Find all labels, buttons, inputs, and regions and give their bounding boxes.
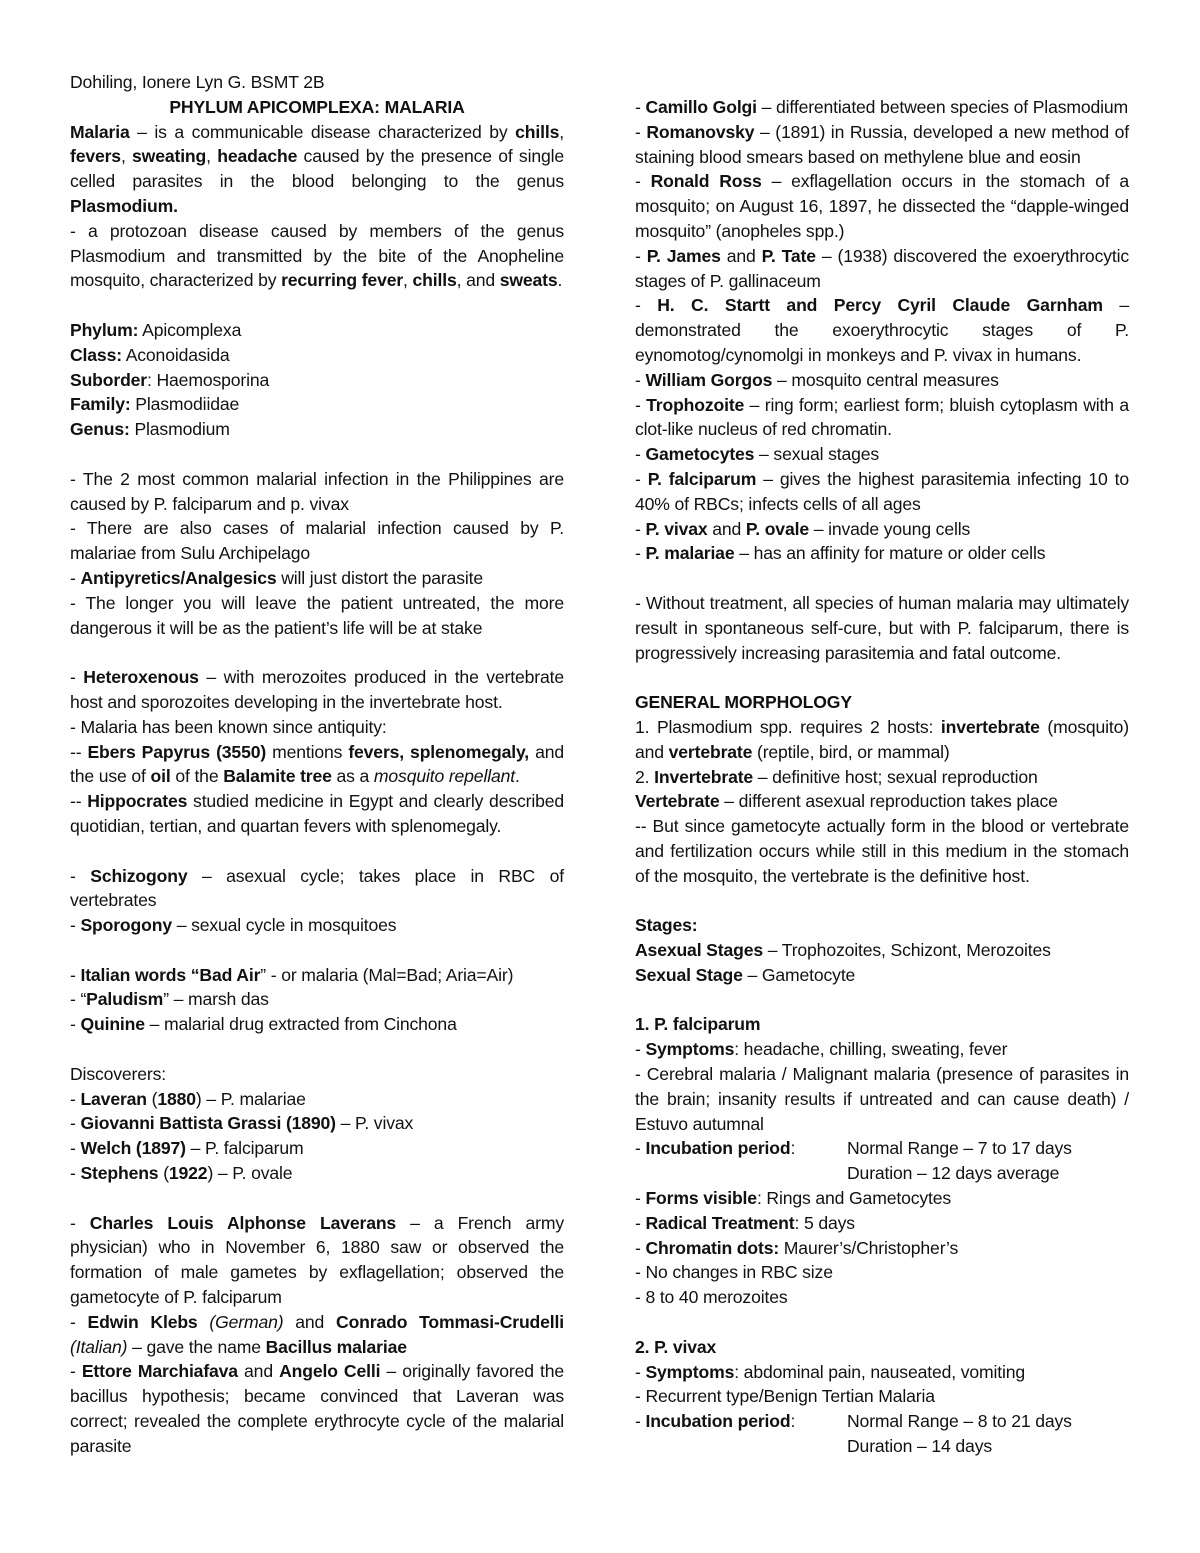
taxonomy-row: Phylum: Apicomplexa	[70, 319, 242, 340]
without-treatment-note: - Without treatment, all species of human malaria may ultimately result in spontaneous self-cure, but with P. falciparum, there is progressively increasing parasitemia and fatal outcome.	[635, 592, 1129, 663]
taxonomy-row: Class: Aconoidasida	[70, 344, 230, 365]
falciparum-heading: 1. P. falciparum	[635, 1014, 761, 1035]
morphology-definitive-host: -- But since gametocyte actually form in the blood or vertebrate and fertilization occurs while still in this medium in the stomach of the mosquito, the vertebrate is the definitive host.	[635, 816, 1129, 886]
taxonomy-list	[70, 318, 564, 442]
klebs-note: - Edwin Klebs (German) and Conrado Tommasi-Crudelli (Italian) – gave the name Bacillus malariae	[70, 1311, 564, 1357]
falciparum-chromatin: - Chromatin dots: Maurer’s/Christopher’s	[635, 1237, 959, 1258]
discoverer-item: - Welch (1897) – P. falciparum	[70, 1138, 304, 1159]
stages-heading: Stages:	[635, 915, 698, 936]
schizogony-note: - Schizogony – asexual cycle; takes place in RBC of vertebrates	[70, 865, 564, 911]
discoverer-item: - Giovanni Battista Grassi (1890) – P. vivax	[70, 1113, 414, 1134]
left-column	[70, 70, 564, 1459]
morphology-heading: GENERAL MORPHOLOGY	[635, 692, 852, 713]
ettore-note: - Ettore Marchiafava and Angelo Celli – originally favored the bacillus hypothesis; became convinced that Laveran was correct; revealed the complete erythrocyte cycle of the malarial parasite	[70, 1361, 564, 1456]
falciparum-rbc-size: - No changes in RBC size	[635, 1262, 833, 1283]
italian-words-note: - Italian words “Bad Air” - or malaria (Mal=Bad; Aria=Air)	[70, 964, 514, 985]
morphology-vertebrate: Vertebrate – different asexual reproduction takes place	[635, 791, 1058, 812]
quinine-note: - Quinine – malarial drug extracted from Cinchona	[70, 1014, 457, 1035]
heteroxenous-note: - Heteroxenous – with merozoites produced in the vertebrate host and sporozoites developing in the invertebrate host.	[70, 667, 564, 712]
author-line: Dohiling, Ionere Lyn G. BSMT 2B	[70, 72, 325, 92]
pvivax-ovale-note: - P. vivax and P. ovale – invade young cells	[635, 518, 971, 539]
falciparum-symptoms: - Symptoms: headache, chilling, sweating, fever	[635, 1039, 1008, 1060]
discoverer-item: - Stephens (1922) – P. ovale	[70, 1163, 293, 1184]
vivax-recurrent: - Recurrent type/Benign Tertian Malaria	[635, 1386, 935, 1407]
antiquity-note: - Malaria has been known since antiquity:	[70, 716, 387, 737]
falciparum-radical: - Radical Treatment: 5 days	[635, 1212, 855, 1233]
gametocytes-note: - Gametocytes – sexual stages	[635, 444, 880, 465]
gorgos-note: - William Gorgos – mosquito central measures	[635, 369, 999, 390]
morphology-invertebrate: 2. Invertebrate – definitive host; sexual reproduction	[635, 766, 1038, 787]
trophozoite-note: - Trophozoite – ring form; earliest form; bluish cytoplasm with a clot-like nucleus of red chromatin.	[635, 394, 1129, 440]
vivax-symptoms: - Symptoms: abdominal pain, nauseated, vomiting	[635, 1361, 1026, 1382]
laverans-note: - Charles Louis Alphonse Laverans – a French army physician) who in November 6, 1880 saw or observed the formation of male gametes by exflagellation; observed the gametocyte of P. falciparum	[70, 1212, 565, 1308]
untreated-note: - The longer you will leave the patient untreated, the more dangerous it will be as the patient’s life will be at stake	[70, 592, 564, 638]
falciparum-forms: - Forms visible: Rings and Gametocytes	[635, 1188, 952, 1209]
falciparum-incubation: - Incubation period: Normal Range – 7 to 17 days	[635, 1138, 1072, 1159]
falciparum-merozoites: - 8 to 40 merozoites	[635, 1287, 788, 1308]
taxonomy-row: Genus: Plasmodium	[70, 419, 230, 440]
vivax-duration: Duration – 14 days	[847, 1436, 992, 1457]
morphology-hosts: 1. Plasmodium spp. requires 2 hosts: invertebrate (mosquito) and vertebrate (reptile, bird, or mammal)	[635, 716, 1129, 762]
discoverer-item: - Laveran (1880) – P. malariae	[70, 1088, 306, 1109]
vivax-heading: 2. P. vivax	[635, 1336, 717, 1357]
ross-note: - Ronald Ross – exflagellation occurs in the stomach of a mosquito; on August 16, 1897, he dissected the “dapple-winged mosquito” (anopheles spp.)	[635, 171, 1129, 241]
right-column	[635, 95, 1129, 1459]
pfalciparum-note: - P. falciparum – gives the highest parasitemia infecting 10 to 40% of RBCs; infects cells of all ages	[635, 468, 1129, 514]
taxonomy-row: Family: Plasmodiidae	[70, 394, 240, 415]
asexual-stages: Asexual Stages – Trophozoites, Schizont, Merozoites	[635, 940, 1051, 961]
malaria-definition: Malaria – is a communicable disease characterized by chills, fevers, sweating, headache caused by the presence of single celled parasites in the blood belonging to the genus Plasmodium.	[70, 121, 565, 216]
page-title: PHYLUM APICOMPLEXA: MALARIA	[169, 96, 465, 117]
ebers-note: -- Ebers Papyrus (3550) mentions fevers, splenomegaly, and the use of oil of the Balamite tree as a mosquito repellant.	[70, 741, 564, 787]
hippocrates-note: -- Hippocrates studied medicine in Egypt and clearly described quotidian, tertian, and quartan fevers with splenomegaly.	[70, 791, 564, 836]
taxonomy-row: Suborder: Haemosporina	[70, 369, 270, 390]
sexual-stage: Sexual Stage – Gametocyte	[635, 964, 856, 985]
malaria-definition-2: - a protozoan disease caused by members of the genus Plasmodium and transmitted by the bite of the Anopheline mosquito, characterized by recurring fever, chills, and sweats.	[70, 220, 564, 291]
startt-garnham-note: - H. C. Startt and Percy Cyril Claude Garnham – demonstrated the exoerythrocytic stages of P. eynomotog/cynomolgi in monkeys and P. vivax in humans.	[635, 295, 1129, 365]
romanovsky-note: - Romanovsky – (1891) in Russia, developed a new method of staining blood smears based on methylene blue and eosin	[635, 121, 1130, 167]
james-tate-note: - P. James and P. Tate – (1938) discovered the exoerythrocytic stages of P. gallinaceum	[635, 245, 1130, 291]
pmalariae-note: - P. malariae – has an affinity for mature or older cells	[635, 543, 1046, 564]
philippines-note: - The 2 most common malarial infection in the Philippines are caused by P. falciparum and p. vivax	[70, 468, 564, 514]
discoverers-heading: Discoverers:	[70, 1063, 166, 1084]
sporogony-note: - Sporogony – sexual cycle in mosquitoes	[70, 915, 397, 936]
vivax-incubation: - Incubation period: Normal Range – 8 to 21 days	[635, 1411, 1072, 1432]
falciparum-duration: Duration – 12 days average	[847, 1163, 1060, 1184]
golgi-note: - Camillo Golgi – differentiated between species of Plasmodium	[635, 97, 1129, 117]
sulu-note: - There are also cases of malarial infection caused by P. malariae from Sulu Archipelago	[70, 518, 564, 564]
falciparum-cerebral: - Cerebral malaria / Malignant malaria (presence of parasites in the brain; insanity results if untreated and can cause death) / Estuvo autumnal	[635, 1064, 1129, 1134]
antipyretics-note: - Antipyretics/Analgesics will just distort the parasite	[70, 567, 484, 588]
paludism-note: - “Paludism” – marsh das	[70, 989, 269, 1010]
